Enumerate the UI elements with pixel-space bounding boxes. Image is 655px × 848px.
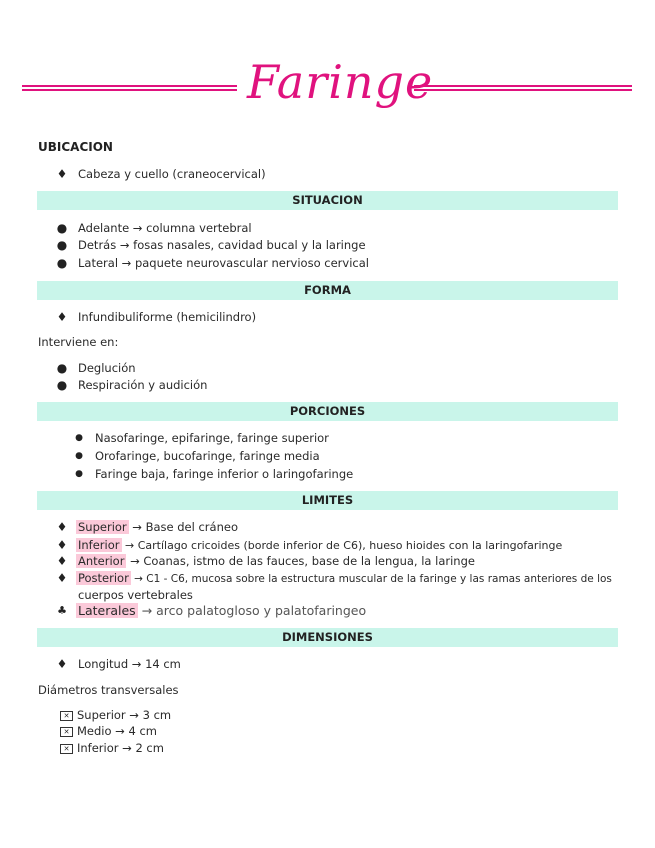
list-item: ● Nasofaringe, epifaringe, faringe superior [73,430,329,446]
list-item: ● Faringe baja, faringe inferior o laringofaringe [73,466,353,482]
list-item: ♦ Infundibuliforme (hemicilindro) [56,310,257,324]
list-item-continuation: cuerpos vertebrales [78,588,193,602]
porciones-heading: PORCIONES [37,402,618,421]
title-rule-right [414,85,632,91]
limites-heading: LIMITES [37,491,618,510]
diamond-bullet-icon: ♦ [56,554,68,568]
diamond-bullet-icon: ♦ [56,571,68,585]
list-item: ● Adelante → columna vertebral [56,221,252,235]
list-item: ♦ Anterior → Coanas, istmo de las fauces, base de la lengua, la laringe [56,554,475,568]
situacion-heading: SITUACION [37,191,618,210]
dot-bullet-icon: ● [56,378,68,392]
list-item: ♦ Posterior → C1 - C6, mucosa sobre la estructura muscular de la faringe y las ramas anteriores de los [56,571,612,585]
list-item: ● Lateral → paquete neurovascular nervioso cervical [56,256,369,270]
list-item: ♦ Superior → Base del cráneo [56,520,238,534]
dot-bullet-icon: ● [56,221,68,235]
dot-bullet-icon: ● [56,361,68,375]
diametros-label: Diámetros transversales [38,683,179,697]
list-item: ● Detrás → fosas nasales, cavidad bucal y la laringe [56,238,366,252]
dimensiones-heading: DIMENSIONES [37,628,618,647]
list-item: ✕ Inferior → 2 cm [60,740,164,756]
list-item: ♦ Cabeza y cuello (craneocervical) [56,167,266,181]
dot-bullet-icon: ● [75,433,83,443]
diamond-bullet-icon: ♦ [56,520,68,534]
ubicacion-heading: UBICACION [38,140,113,154]
x-box-bullet-icon: ✕ [60,744,73,754]
x-box-bullet-icon: ✕ [60,711,73,721]
diamond-bullet-icon: ♦ [56,167,68,181]
list-item: ● Deglución [56,361,136,375]
x-box-bullet-icon: ✕ [60,727,73,737]
list-item: ♦ Inferior → Cartílago cricoides (borde inferior de C6), hueso hioides con la laringofaringe [56,538,563,552]
list-item: ♣ Laterales → arco palatogloso y palatofaringeo [57,603,367,618]
list-item: ✕ Medio → 4 cm [60,723,157,739]
dot-bullet-icon: ● [56,238,68,252]
intervene-label: Interviene en: [38,335,119,349]
diamond-bullet-icon: ♦ [56,310,68,324]
club-bullet-icon: ♣ [57,604,67,617]
title-rule-left [22,85,237,91]
diamond-bullet-icon: ♦ [56,538,68,552]
diamond-bullet-icon: ♦ [56,657,68,671]
list-item: ● Respiración y audición [56,378,208,392]
list-item: ♦ Longitud → 14 cm [56,657,181,671]
forma-heading: FORMA [37,281,618,300]
dot-bullet-icon: ● [75,451,83,461]
title-block [22,52,632,122]
page-title: Faringe [247,55,434,109]
list-item: ✕ Superior → 3 cm [60,707,171,723]
list-item: ● Orofaringe, bucofaringe, faringe media [73,448,320,464]
dot-bullet-icon: ● [56,256,68,270]
dot-bullet-icon: ● [75,469,83,479]
